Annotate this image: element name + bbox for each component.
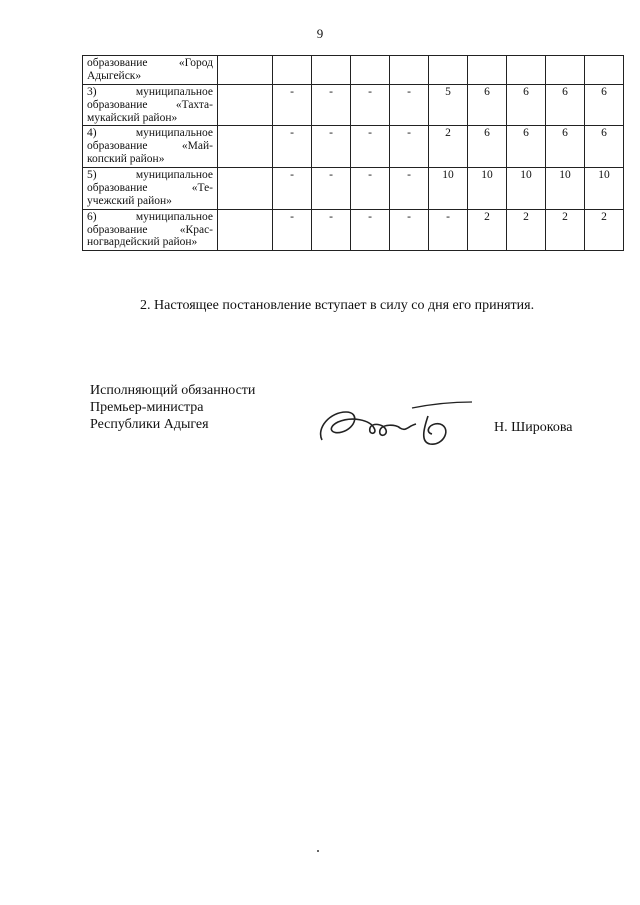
municipality-name-cell: 5) муниципальное образование «Те-учежский район» <box>83 168 218 210</box>
value-cell: 2 <box>468 209 507 251</box>
value-cell: 6 <box>468 84 507 126</box>
value-cell <box>273 56 312 85</box>
value-cell <box>390 56 429 85</box>
value-cell: - <box>312 168 351 210</box>
table-row <box>83 56 624 85</box>
blank-cell <box>218 56 273 85</box>
value-cell: - <box>390 168 429 210</box>
value-cell: 2 <box>507 209 546 251</box>
value-cell <box>429 56 468 85</box>
value-cell: 2 <box>429 126 468 168</box>
value-cell: 10 <box>429 168 468 210</box>
signer-title <box>90 383 255 433</box>
body-paragraph: 2. Настоящее постановление вступает в силу со дня его принятия. <box>140 298 535 313</box>
blank-cell <box>218 168 273 210</box>
value-cell: 2 <box>585 209 624 251</box>
value-cell: 10 <box>585 168 624 210</box>
signer-title-line: Премьер-министра <box>90 399 204 415</box>
value-cell <box>585 56 624 85</box>
value-cell <box>546 56 585 85</box>
municipality-name-cell: 6) муниципальное образование «Крас-ногвардейский район» <box>83 209 218 251</box>
municipality-name-cell: 4) муниципальное образование «Май-копский район» <box>83 126 218 168</box>
value-cell: 6 <box>507 126 546 168</box>
value-cell <box>351 56 390 85</box>
value-cell: - <box>273 209 312 251</box>
signer-name: Н. Широкова <box>494 420 573 435</box>
value-cell: 6 <box>585 126 624 168</box>
value-cell: - <box>390 84 429 126</box>
table-row <box>83 168 624 210</box>
table-row <box>83 209 624 251</box>
municipality-name-cell: 3) муниципальное образование «Тахта-мукайский район» <box>83 84 218 126</box>
value-cell: 6 <box>546 126 585 168</box>
value-cell: - <box>429 209 468 251</box>
value-cell: 2 <box>546 209 585 251</box>
value-cell: - <box>312 209 351 251</box>
value-cell: - <box>351 126 390 168</box>
value-cell: - <box>390 209 429 251</box>
value-cell <box>507 56 546 85</box>
value-cell: 5 <box>429 84 468 126</box>
scan-artifact <box>317 850 319 852</box>
value-cell: 6 <box>468 126 507 168</box>
value-cell: - <box>273 84 312 126</box>
value-cell: - <box>351 84 390 126</box>
handwritten-signature <box>312 398 482 458</box>
page-number: 9 <box>316 26 324 41</box>
value-cell <box>468 56 507 85</box>
value-cell: 10 <box>468 168 507 210</box>
value-cell: 6 <box>585 84 624 126</box>
table-row <box>83 84 624 126</box>
value-cell: - <box>273 126 312 168</box>
value-cell: 6 <box>546 84 585 126</box>
value-cell: 6 <box>507 84 546 126</box>
value-cell: 10 <box>546 168 585 210</box>
municipality-name-cell: образование «Город Адыгейск» <box>83 56 218 85</box>
value-cell: 10 <box>507 168 546 210</box>
signer-title-line: Исполняющий обязанности <box>90 383 256 398</box>
value-cell: - <box>312 84 351 126</box>
table-row <box>83 126 624 168</box>
value-cell <box>312 56 351 85</box>
blank-cell <box>218 209 273 251</box>
value-cell: - <box>351 209 390 251</box>
value-cell: - <box>351 168 390 210</box>
data-table <box>82 55 624 251</box>
value-cell: - <box>312 126 351 168</box>
blank-cell <box>218 84 273 126</box>
blank-cell <box>218 126 273 168</box>
value-cell: - <box>273 168 312 210</box>
value-cell: - <box>390 126 429 168</box>
signer-title-line: Республики Адыгея <box>90 416 209 432</box>
